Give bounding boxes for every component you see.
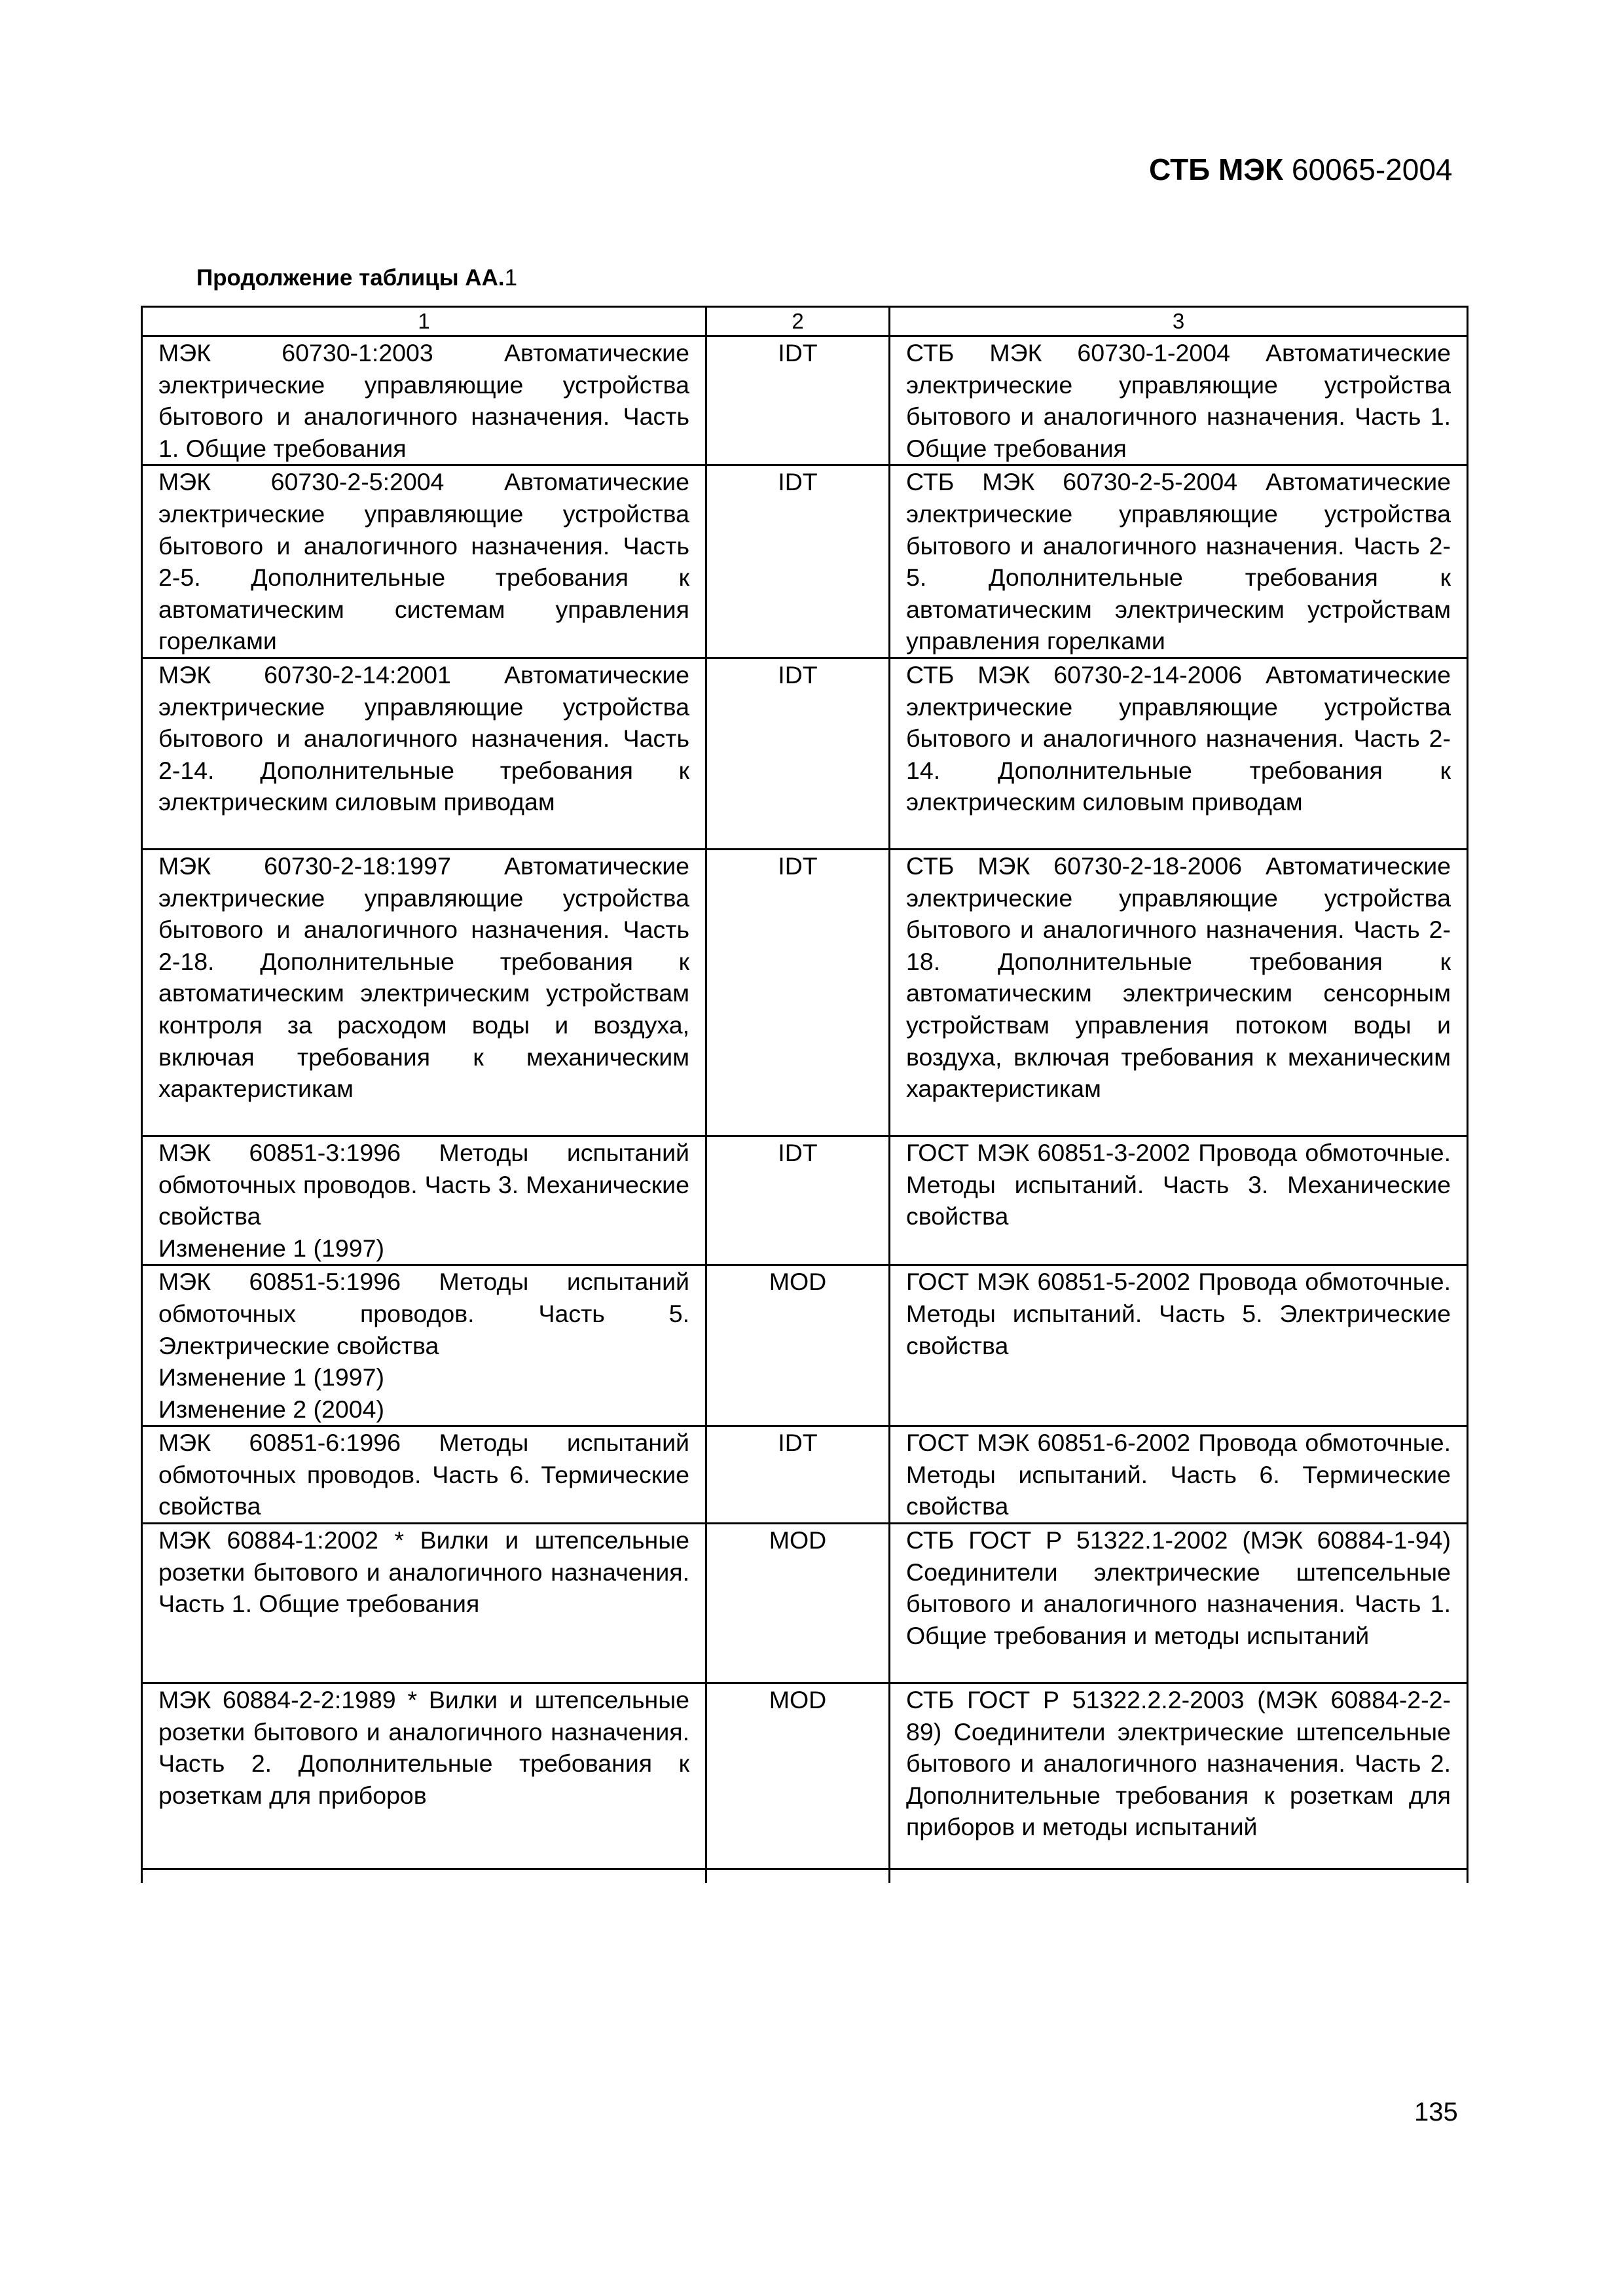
correspondence-degree-cell: IDT: [706, 849, 890, 1136]
amendment-line: Изменение 1 (1997): [158, 1363, 384, 1391]
table-row: [142, 849, 1468, 1136]
international-standard-text: МЭК 60851-5:1996 Методы испытаний обмоточных проводов. Часть 5. Электрические свойства: [158, 1268, 689, 1359]
table-row: [142, 1683, 1468, 1869]
correspondence-degree-cell: IDT: [706, 658, 890, 849]
international-standard-cell: [142, 1136, 706, 1265]
international-standard-cell: МЭК 60884-2-2:1989 * Вилки и штепсельные розетки бытового и аналогичного назначения. Часть 2. Дополнительные требования к розеткам для приборов: [142, 1683, 706, 1869]
designation-prefix: СТБ МЭК: [1149, 152, 1292, 187]
table-row: [142, 1426, 1468, 1524]
national-standard-cell: СТБ МЭК 60730-1-2004 Автоматические электрические управляющие устройства бытового и аналогичного назначения. Часть 1. Общие требования: [890, 336, 1468, 465]
table-row: [142, 1136, 1468, 1265]
continuation-cell: [142, 1869, 706, 1884]
column-number-row: [142, 307, 1468, 336]
continuation-cell: [706, 1869, 890, 1884]
amendment-line: Изменение 2 (2004): [158, 1395, 384, 1423]
table-caption: [196, 265, 517, 291]
national-standard-cell: ГОСТ МЭК 60851-6-2002 Провода обмоточные. Методы испытаний. Часть 6. Термические свойства: [890, 1426, 1468, 1524]
international-standard-cell: МЭК 60730-1:2003 Автоматические электрические управляющие устройства бытового и аналогичного назначения. Часть 1. Общие требования: [142, 336, 706, 465]
international-standard-cell: МЭК 60730-2-5:2004 Автоматические электрические управляющие устройства бытового и аналогичного назначения. Часть 2-5. Дополнительные требования к автоматическим системам управления горелками: [142, 465, 706, 658]
national-standard-cell: СТБ ГОСТ Р 51322.2.2-2003 (МЭК 60884-2-2-89) Соединители электрические штепсельные бытового и аналогичного назначения. Часть 2. Дополнительные требования к розеткам для приборов и методы испытаний: [890, 1683, 1468, 1869]
table-row: [142, 1524, 1468, 1683]
national-standard-cell: СТБ ГОСТ Р 51322.1-2002 (МЭК 60884-1-94) Соединители электрические штепсельные бытового и аналогичного назначения. Часть 1. Общие требования и методы испытаний: [890, 1524, 1468, 1683]
document-designation: [1149, 152, 1453, 187]
column-number-cell: 1: [142, 307, 706, 336]
national-standard-cell: СТБ МЭК 60730-2-18-2006 Автоматические электрические управляющие устройства бытового и аналогичного назначения. Часть 2-18. Дополнительные требования к автоматическим электрическим сенсорным устройствам управления потоком воды и воздуха, включая требования к механическим характеристикам: [890, 849, 1468, 1136]
international-standard-cell: МЭК 60851-6:1996 Методы испытаний обмоточных проводов. Часть 6. Термические свойства: [142, 1426, 706, 1524]
table-caption-label: Продолжение таблицы АА.: [196, 265, 505, 291]
continuation-cell: [890, 1869, 1468, 1884]
table-row: [142, 1265, 1468, 1426]
national-standard-cell: ГОСТ МЭК 60851-3-2002 Провода обмоточные. Методы испытаний. Часть 3. Механические свойства: [890, 1136, 1468, 1265]
column-number-cell: 3: [890, 307, 1468, 336]
international-standard-cell: МЭК 60884-1:2002 * Вилки и штепсельные розетки бытового и аналогичного назначения. Часть 1. Общие требования: [142, 1524, 706, 1683]
correspondence-degree-cell: IDT: [706, 336, 890, 465]
international-standard-text: МЭК 60851-3:1996 Методы испытаний обмоточных проводов. Часть 3. Механические свойства: [158, 1138, 689, 1230]
international-standard-cell: МЭК 60730-2-18:1997 Автоматические электрические управляющие устройства бытового и аналогичного назначения. Часть 2-18. Дополнительные требования к автоматическим электрическим устройствам контроля за расходом воды и воздуха, включая требования к механическим характеристикам: [142, 849, 706, 1136]
standards-correspondence-table: [141, 306, 1468, 1883]
national-standard-cell: СТБ МЭК 60730-2-5-2004 Автоматические электрические управляющие устройства бытового и аналогичного назначения. Часть 2-5. Дополнительные требования к автоматическим электрическим устройствам управления горелками: [890, 465, 1468, 658]
column-number-cell: 2: [706, 307, 890, 336]
table-continuation-row: [142, 1869, 1468, 1884]
correspondence-degree-cell: IDT: [706, 1136, 890, 1265]
correspondence-degree-cell: MOD: [706, 1683, 890, 1869]
correspondence-degree-cell: MOD: [706, 1524, 890, 1683]
correspondence-degree-cell: IDT: [706, 465, 890, 658]
table-row: [142, 465, 1468, 658]
table-row: [142, 336, 1468, 465]
national-standard-cell: ГОСТ МЭК 60851-5-2002 Провода обмоточные. Методы испытаний. Часть 5. Электрические свойства: [890, 1265, 1468, 1426]
table-row: [142, 658, 1468, 849]
amendment-line: Изменение 1 (1997): [158, 1234, 384, 1262]
table-caption-number: 1: [504, 265, 518, 291]
correspondence-degree-cell: MOD: [706, 1265, 890, 1426]
international-standard-cell: [142, 1265, 706, 1426]
international-standard-cell: МЭК 60730-2-14:2001 Автоматические электрические управляющие устройства бытового и аналогичного назначения. Часть 2-14. Дополнительные требования к электрическим силовым приводам: [142, 658, 706, 849]
page-number: 135: [1414, 2098, 1458, 2126]
national-standard-cell: СТБ МЭК 60730-2-14-2006 Автоматические электрические управляющие устройства бытового и аналогичного назначения. Часть 2-14. Дополнительные требования к электрическим силовым приводам: [890, 658, 1468, 849]
designation-number: 60065-2004: [1291, 152, 1453, 187]
correspondence-degree-cell: IDT: [706, 1426, 890, 1524]
